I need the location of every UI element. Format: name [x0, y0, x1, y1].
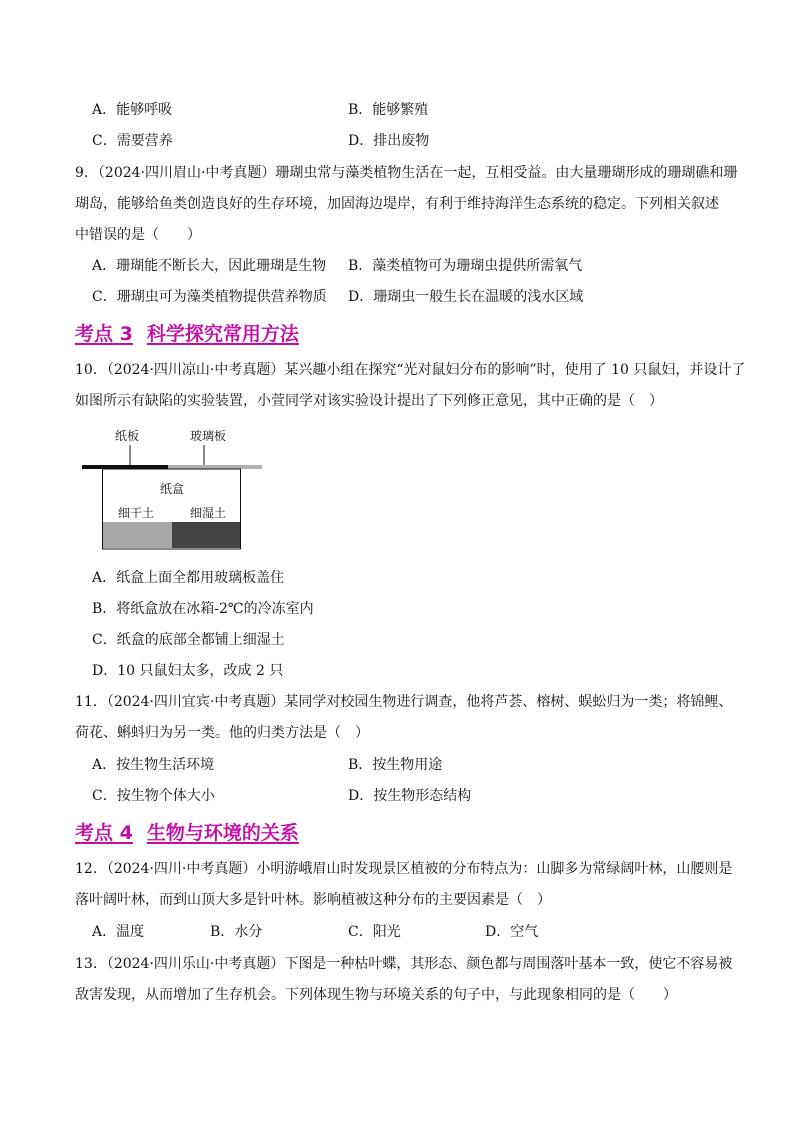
q9-option-d: D．珊瑚虫一般生长在温暖的浅水区域 — [348, 289, 584, 305]
dry-soil-region — [103, 522, 172, 548]
q9-option-b: B．藻类植物可为珊瑚虫提供所需氧气 — [348, 258, 583, 274]
q13-stem-line1: 13．（2024·四川乐山·中考真题）下图是一种枯叶蝶，其形态、颜色都与周围落叶基本一致，使它不容易被 — [75, 956, 733, 972]
q10-option-c: C．纸盒的底部全都铺上细湿土 — [92, 632, 285, 648]
label-dry-soil: 细干土 — [118, 506, 155, 520]
section-heading-4 — [75, 821, 299, 845]
q12-option-d: D．空气 — [485, 924, 539, 940]
q13-stem-line2: 敌害发现，从而增加了生存机会。下列体现生物与环境关系的句子中，与此现象相同的是（ ） — [75, 987, 677, 1003]
q10-stem-line2: 如图所示有缺陷的实验装置，小萱同学对该实验设计提出了下列修正意见，其中正确的是（ ） — [75, 393, 663, 409]
glass-board — [168, 465, 262, 469]
q10-option-b: B．将纸盒放在冰箱-2℃的冷冻室内 — [92, 601, 314, 617]
label-paper-board: 纸板 — [115, 429, 140, 443]
q9-option-a: A．珊瑚能不断长大，因此珊瑚是生物 — [92, 258, 327, 274]
section-heading-4-title: 生物与环境的关系 — [146, 822, 299, 844]
q9-option-c: C．珊瑚虫可为藻类植物提供营养物质 — [92, 289, 327, 305]
q9-stem-line2: 瑚岛，能够给鱼类创造良好的生存环境，加固海边堤岸，有利于维持海洋生态系统的稳定。下列相关叙述 — [75, 196, 719, 212]
q10-option-a: A．纸盒上面全都用玻璃板盖住 — [92, 570, 285, 586]
q11-stem-line1: 11．（2024·四川宜宾·中考真题）某同学对校园生物进行调查，他将芦荟、榕树、蜈蚣归为一类；将锦鲤、 — [75, 694, 733, 710]
q12-option-a: A．温度 — [92, 924, 145, 940]
q11-option-d: D．按生物形态结构 — [348, 788, 472, 804]
q9-stem-line3: 中错误的是（ ） — [75, 227, 201, 243]
section-heading-3-number: 考点 3 — [75, 323, 133, 345]
label-wet-soil: 细湿土 — [190, 506, 227, 520]
experiment-apparatus-figure — [80, 425, 265, 550]
section-heading-3 — [75, 322, 299, 346]
q8-option-d: D．排出废物 — [348, 133, 430, 149]
label-glass-board: 玻璃板 — [190, 429, 227, 443]
section-heading-4-number: 考点 4 — [75, 822, 133, 844]
q12-option-c: C．阳光 — [348, 924, 401, 940]
q12-option-b: B．水分 — [210, 924, 263, 940]
q11-option-c: C．按生物个体大小 — [92, 788, 215, 804]
q11-stem-line2: 荷花、蝌蚪归为另一类。他的归类方法是（ ） — [75, 725, 369, 741]
q8-option-a: A．能够呼吸 — [92, 102, 173, 118]
q11-option-a: A．按生物生活环境 — [92, 757, 215, 773]
q12-stem-line1: 12．（2024·四川·中考真题）小明游峨眉山时发现景区植被的分布特点为：山脚多为常绿阔叶林，山腰则是 — [75, 861, 733, 877]
q12-stem-line2: 落叶阔叶林，而到山顶大多是针叶林。影响植被这种分布的主要因素是（ ） — [75, 892, 551, 908]
wet-soil-region — [172, 522, 240, 548]
q8-option-c: C．需要营养 — [92, 133, 173, 149]
label-paper-box: 纸盒 — [160, 482, 185, 496]
paper-board — [82, 465, 168, 469]
section-heading-3-title: 科学探究常用方法 — [146, 323, 299, 345]
q10-option-d: D．10 只鼠妇太多，改成 2 只 — [92, 663, 284, 679]
q8-option-b: B．能够繁殖 — [348, 102, 429, 118]
q11-option-b: B．按生物用途 — [348, 757, 443, 773]
q10-stem-line1: 10．（2024·四川凉山·中考真题）某兴趣小组在探究“光对鼠妇分布的影响”时，使用了 10 只鼠妇，并设计了 — [75, 362, 746, 378]
q9-stem-line1: 9．（2024·四川眉山·中考真题）珊瑚虫常与藻类植物生活在一起，互相受益。由大量珊瑚形成的珊瑚礁和珊 — [75, 165, 738, 181]
